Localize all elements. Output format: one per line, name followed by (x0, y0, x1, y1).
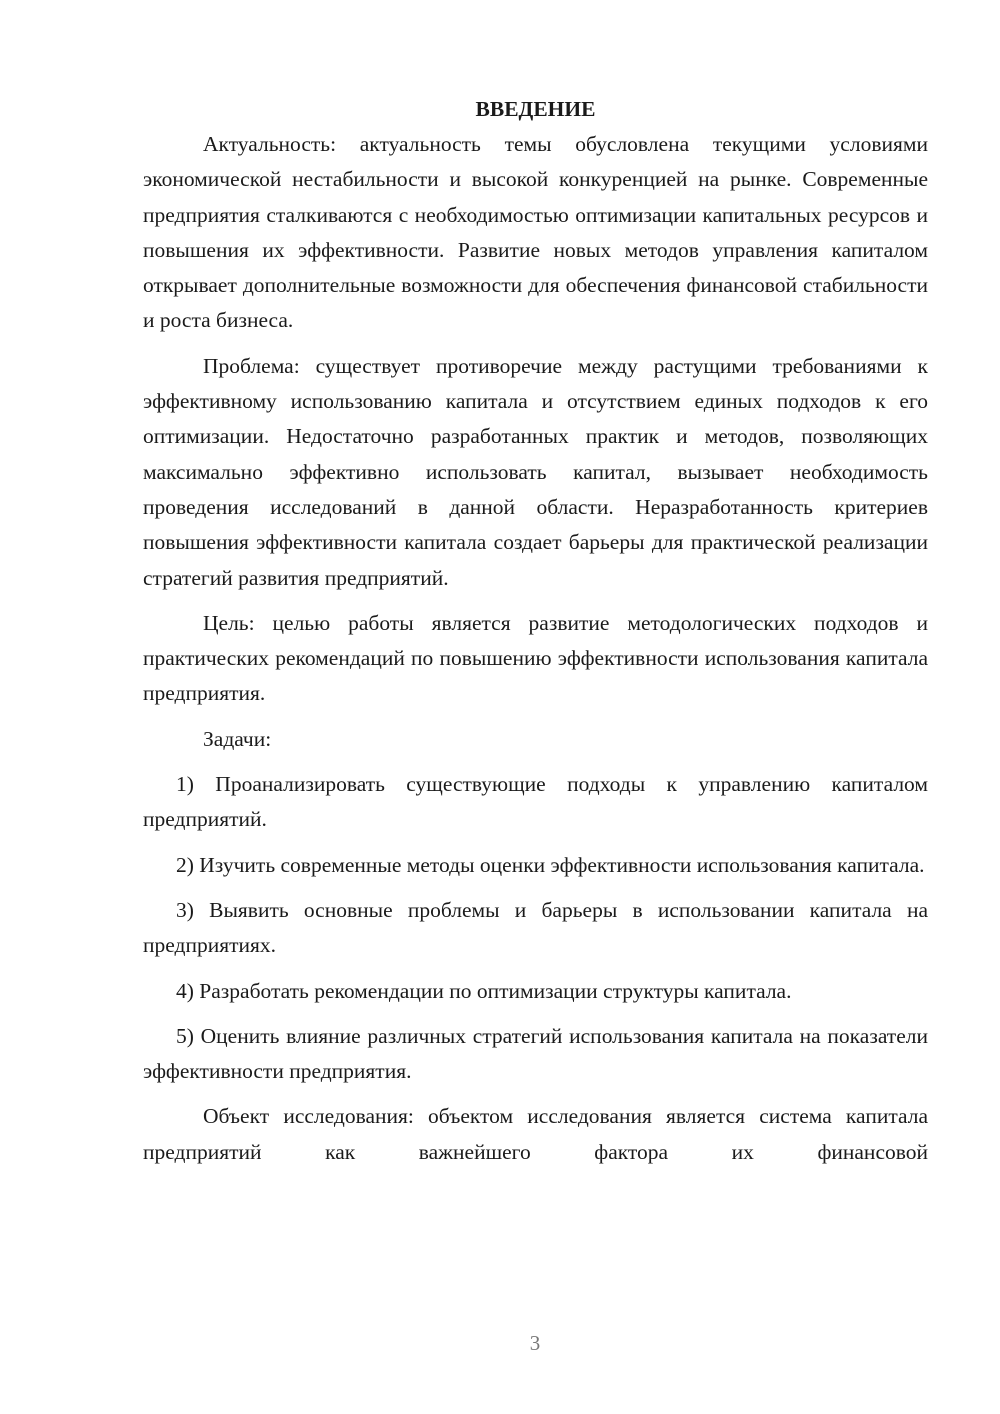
task-item-1: 1) Проанализировать существующие подходы к управлению капиталом предприятий. (143, 772, 928, 832)
page-title: ВВЕДЕНИЕ (475, 97, 596, 121)
task-item-4: 4) Разработать рекомендации по оптимизации структуры капитала. (176, 978, 792, 1003)
paragraph-object: Объект исследования: объектом исследования является система капитала предприятий как важнейшего фактора их финансовой (143, 1104, 928, 1164)
page-number: 3 (529, 1331, 541, 1355)
paragraph-goal: Цель: целью работы является развитие методологических подходов и практических рекомендаций по повышению эффективности использования капитала предприятия. (143, 610, 928, 706)
paragraph-relevance: Актуальность: актуальность темы обусловлена текущими условиями экономической нестабильности и высокой конкуренцией на рынке. Современные предприятия сталкиваются с необходимостью оптимизации капитальных ресурсов и повышения их эффективности. Развитие новых методов управления капиталом открывает дополнительные возможности для обеспечения финансовой стабильности и роста бизнеса. (143, 132, 928, 333)
task-item-2: 2) Изучить современные методы оценки эффективности использования капитала. (176, 852, 925, 877)
paragraph-problem: Проблема: существует противоречие между растущими требованиями к эффективному использованию капитала и отсутствием единых подходов к его оптимизации. Недостаточно разработанных практик и методов, позволяющих максимально эффективно использовать капитал, вызывает необходимость проведения исследований в данной области. Неразработанность критериев повышения эффективности капитала создает барьеры для практической реализации стратегий развития предприятий. (143, 353, 928, 590)
tasks-heading: Задачи: (203, 726, 272, 751)
page-content (143, 92, 928, 1170)
task-item-5: 5) Оценить влияние различных стратегий использования капитала на показатели эффективности предприятия. (143, 1023, 928, 1084)
task-item-3: 3) Выявить основные проблемы и барьеры в использовании капитала на предприятиях. (143, 897, 928, 958)
